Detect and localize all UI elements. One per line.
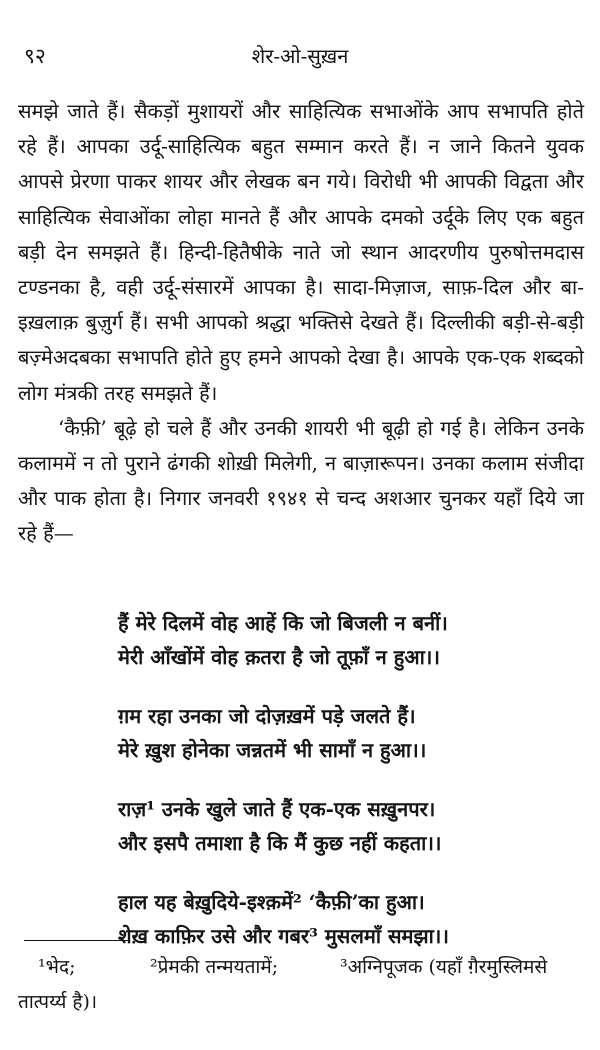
- couplet-line: शेख़ काफ़िर उसे और गबर³ मुसलमाँ समझा।।: [118, 924, 449, 948]
- footnote-1: ¹भेद;: [38, 956, 76, 978]
- couplet-line: राज़¹ उनके खुले जाते हैं एक-एक सख़ुनपर।: [118, 797, 436, 821]
- poem-block: [118, 606, 588, 978]
- paragraph: ‘कैफ़ी’ बूढ़े हो चले हैं और उनकी शायरी भी बूढ़ी हो गई है। लेकिन उनके कलाममें न तो पुराने ढंगकी शोख़ी मिलेगी, न बाज़ारूपन। उनका कलाम संजीदा और पाक होता है। निगार जनवरी १९४१ से चन्द अशआर चुनकर यहाँ दिये जा रहे हैं—: [18, 415, 584, 546]
- footnote-2: ²प्रेमकी तन्मयतामें;: [150, 956, 279, 978]
- couplet: [118, 606, 588, 674]
- paragraph: समझे जाते हैं। सैकड़ों मुशायरों और साहित्यिक सभाओंके आप सभापति होते रहे हैं। आपका उर्दू-साहित्यिक बहुत सम्मान करते हैं। न जाने कितने युवक आपसे प्रेरणा पाकर शायर और लेखक बन गये। विरोधी भी आपकी विद्वता और साहित्यिक सेवाओंका लोहा मानते हैं और आपके दमको उर्दूके लिए एक बहुत बड़ी देन समझते हैं। हिन्दी-हितैषीके नाते जो स्थान आदरणीय पुरुषोत्तमदास टण्डनका है, वही उर्दू-संसारमें आपका है। सादा-मिज़ाज, साफ़-दिल और बा-इख़लाक़ बुज़ुर्ग हैं। सभी आपको श्रद्धा भक्तिसे देखते हैं। दिल्लीकी बड़ी-से-बड़ी बज़्मेअदबका सभापति होते हुए हमने आपको देखा है। आपके एक-एक शब्दको लोग मंत्रकी तरह समझते हैं।: [18, 99, 584, 405]
- couplet-line: और इसपै तमाशा है कि मैं कुछ नहीं कहता।।: [118, 831, 442, 855]
- page-number: ९२: [24, 44, 46, 68]
- body-text: [18, 94, 584, 552]
- couplet-line: हैं मेरे दिलमें वोह आहें कि जो बिजली न बनीं।: [118, 611, 448, 635]
- couplet-line: हाल यह बेख़ुदिये-इश्क़में² ‘कैफ़ी’का हुआ।: [118, 890, 425, 914]
- page-header: [0, 42, 600, 76]
- footnote-divider: [24, 940, 130, 941]
- footnotes: [18, 950, 584, 1020]
- couplet-line: मेरी आँखोंमें वोह क़तरा है जो तूफ़ाँ न हुआ।।: [118, 645, 440, 669]
- couplet-line: मेरे ख़ुश होनेका जन्नतमें भी सामाँ न हुआ।।: [118, 738, 427, 762]
- couplet: [118, 885, 588, 953]
- couplet-line: ग़म रहा उनका जो दोज़ख़में पड़े जलते हैं।: [118, 704, 416, 728]
- couplet: [118, 792, 588, 860]
- footnote-3: ³अग्निपूजक (यहाँ ग़ैरमुस्लिमसे: [340, 956, 548, 978]
- running-title: शेर-ओ-सुख़न: [251, 44, 349, 68]
- footnote-3-continuation: तात्पर्य्य है)।: [18, 991, 98, 1013]
- couplet: [118, 699, 588, 767]
- footnote-row: [18, 950, 584, 985]
